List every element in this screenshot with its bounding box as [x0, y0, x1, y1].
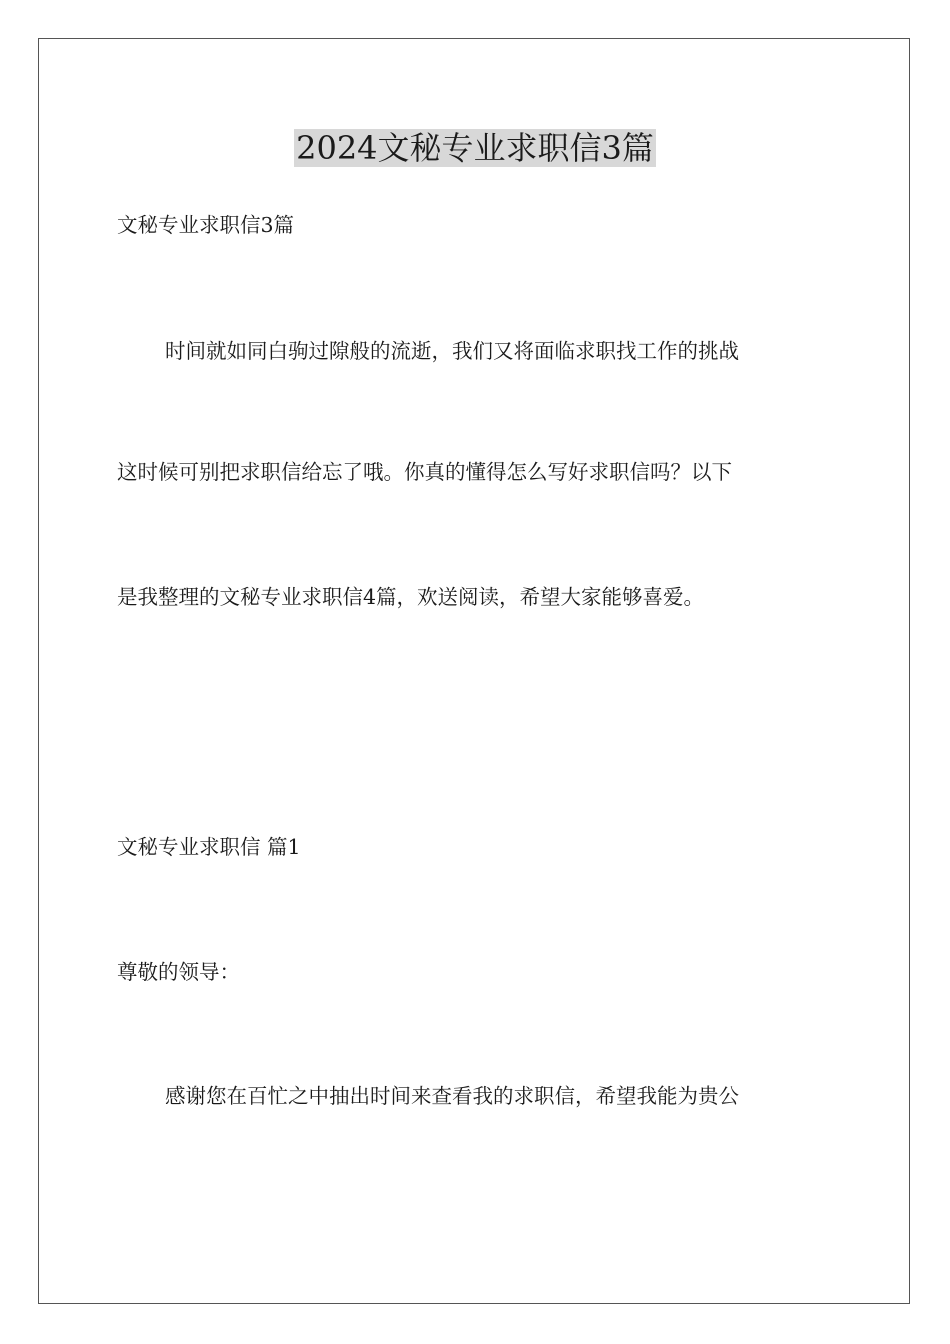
section-heading: 文秘专业求职信 篇1 — [117, 835, 301, 859]
document-title: 2024文秘专业求职信3篇 — [296, 129, 654, 167]
body-line-1: 感谢您在百忙之中抽出时间来查看我的求职信，希望我能为贵公 — [165, 1084, 739, 1108]
salutation: 尊敬的领导： — [117, 960, 240, 984]
intro-line-3: 是我整理的文秘专业求职信4篇，欢送阅读，希望大家能够喜爱。 — [117, 585, 705, 609]
intro-line-1: 时间就如同白驹过隙般的流逝，我们又将面临求职找工作的挑战 — [165, 339, 739, 363]
document-title-block — [0, 128, 950, 168]
intro-line-2: 这时候可别把求职信给忘了哦。你真的懂得怎么写好求职信吗？以下 — [117, 460, 732, 484]
document-subtitle: 文秘专业求职信3篇 — [117, 213, 295, 237]
